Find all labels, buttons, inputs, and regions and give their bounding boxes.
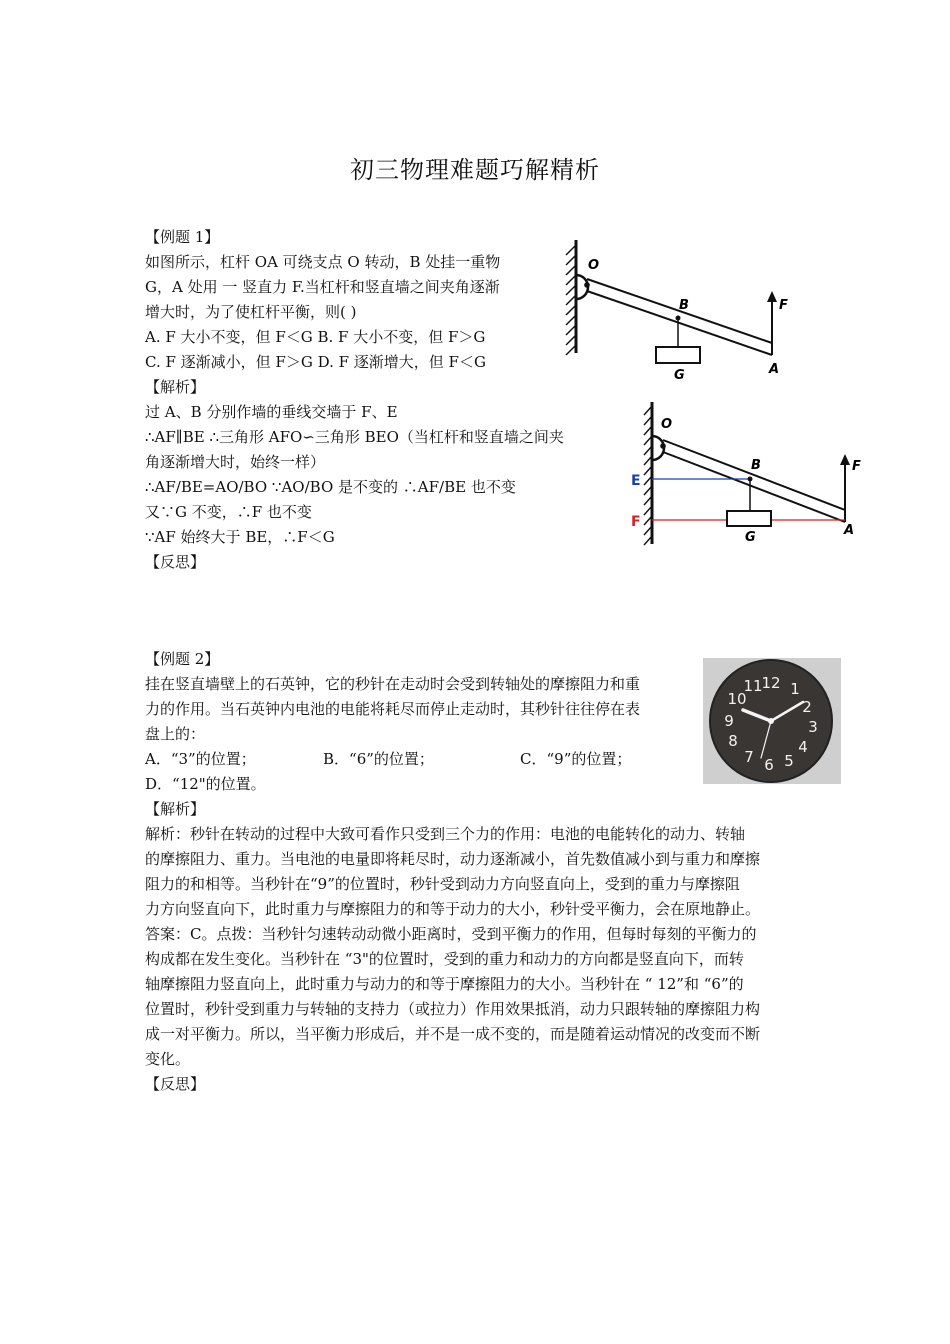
- q1-analysis-line: ∴AF/BE=AO/BO ∵AO/BO 是不变的 ∴AF/BE 也不变: [145, 478, 516, 496]
- page-title: 初三物理难题巧解精析: [350, 156, 600, 184]
- q2-analysis-line: 构成都在发生变化。当秒针在 “3"的位置时，受到的重力和动力的方向都是竖直向下，而转: [145, 950, 744, 968]
- q2-analysis-heading: 【解析】: [145, 800, 206, 818]
- clock-numeral: 11: [743, 677, 763, 695]
- clock-numeral: 3: [808, 718, 818, 736]
- label-e: E: [631, 473, 641, 489]
- label-o: O: [588, 258, 600, 273]
- clock-numeral: 8: [728, 732, 738, 750]
- q1-analysis-line: ∴AF∥BE ∴三角形 AFO∽三角形 BEO（当杠杆和竖直墙之间夹: [145, 428, 564, 446]
- label-f-wall: F: [631, 514, 641, 530]
- q2-stem-line: 挂在竖直墙壁上的石英钟，它的秒针在走动时会受到转轴处的摩擦阻力和重: [145, 675, 641, 693]
- label-b: B: [679, 298, 689, 313]
- clock-numeral: 5: [784, 752, 794, 770]
- clock-numeral: 10: [727, 690, 747, 708]
- q2-analysis-line: 轴摩擦阻力竖直向上，此时重力与动力的和等于摩擦阻力的大小。当秒针在 “ 12”和 “6”的: [145, 975, 744, 993]
- q1-heading: 【例题 1】: [145, 228, 220, 246]
- q2-analysis-line: 位置时，秒针受到重力与转轴的支持力（或拉力）作用效果抵消，动力只跟转轴的摩擦阻力构: [145, 1000, 761, 1018]
- q2-reflection: 【反思】: [145, 1075, 206, 1093]
- q2-analysis-line: 答案：C。点拨：当秒针匀速转动动微小距离时，受到平衡力的作用，但每时每刻的平衡力的: [145, 925, 757, 943]
- q2-option-c: C．“9”的位置；: [520, 750, 632, 768]
- label-o: O: [661, 417, 673, 432]
- q2-analysis-line: 阻力的和相等。当秒针在“9”的位置时，秒针受到动力方向竖直向上，受到的重力与摩擦阻: [145, 875, 740, 893]
- clock-numeral: 6: [764, 756, 774, 774]
- label-f: F: [779, 298, 788, 313]
- q1-analysis-line: 过 A、B 分别作墙的垂线交墙于 F、E: [145, 403, 398, 421]
- q1-analysis-line: 角逐渐增大时，始终一样）: [145, 453, 326, 471]
- q1-analysis-line: ∵AF 始终大于 BE，∴F＜G: [145, 528, 335, 546]
- q1-stem-line: 增大时，为了使杠杆平衡，则( ): [145, 303, 357, 321]
- clock-image: [703, 658, 841, 784]
- clock-numeral: 12: [761, 674, 781, 692]
- clock-numeral: 4: [798, 738, 808, 756]
- q2-analysis-line: 成一对平衡力。所以，当平衡力形成后，并不是一成不变的，而是随着运动情况的改变而不断: [145, 1025, 761, 1043]
- q2-analysis: [145, 822, 810, 1072]
- clock-numeral: 2: [802, 698, 812, 716]
- q1-analysis-heading: 【解析】: [145, 378, 206, 396]
- q2-heading: 【例题 2】: [145, 650, 220, 668]
- label-g: G: [745, 530, 756, 545]
- q1-option-line: C. F 逐渐减小，但 F＞G D. F 逐渐增大，但 F＜G: [145, 353, 486, 371]
- clock-numeral: 9: [724, 712, 734, 730]
- q1-stem-line: G，A 处用 一 竖直力 F.当杠杆和竖直墙之间夹角逐渐: [145, 278, 500, 296]
- q2-stem-line: 盘上的：: [145, 725, 206, 743]
- q2-option-a: A．“3”的位置；: [145, 750, 256, 768]
- label-a: A: [769, 362, 780, 377]
- clock-numeral: 1: [790, 680, 800, 698]
- clock-numeral: 7: [744, 748, 754, 766]
- q2-analysis-line: 变化。: [145, 1050, 191, 1068]
- q1-reflection: 【反思】: [145, 553, 206, 571]
- q2-analysis-line: 解析：秒针在转动的过程中大致可看作只受到三个力的作用：电池的电能转化的动力、转轴: [145, 825, 746, 843]
- q2-option-d: D．“12"的位置。: [145, 775, 266, 793]
- label-a: A: [844, 523, 855, 538]
- lever-figure: [560, 235, 800, 380]
- q2-analysis-line: 的摩擦阻力、重力。当电池的电量即将耗尽时，动力逐渐减小，首先数值减小到与重力和摩擦: [145, 850, 761, 868]
- label-b: B: [751, 458, 761, 473]
- q2-option-b: B．“6”的位置；: [323, 750, 434, 768]
- q1-analysis-line: 又∵G 不变，∴F 也不变: [145, 503, 312, 521]
- q2-analysis-line: 力方向竖直向下，此时重力与摩擦阻力的和等于动力的大小，秒针受平衡力，会在原地静止。: [145, 900, 761, 918]
- label-f: F: [852, 459, 861, 474]
- label-g: G: [674, 368, 685, 380]
- q1-stem-line: 如图所示，杠杆 OA 可绕支点 O 转动，B 处挂一重物: [145, 253, 501, 271]
- lever-perpendicular-figure: [625, 398, 875, 548]
- q1-option-line: A. F 大小不变，但 F＜G B. F 大小不变，但 F＞G: [145, 328, 486, 346]
- q2-stem-line: 力的作用。当石英钟内电池的电能将耗尽而停止走动时，其秒针往往停在表: [145, 700, 641, 718]
